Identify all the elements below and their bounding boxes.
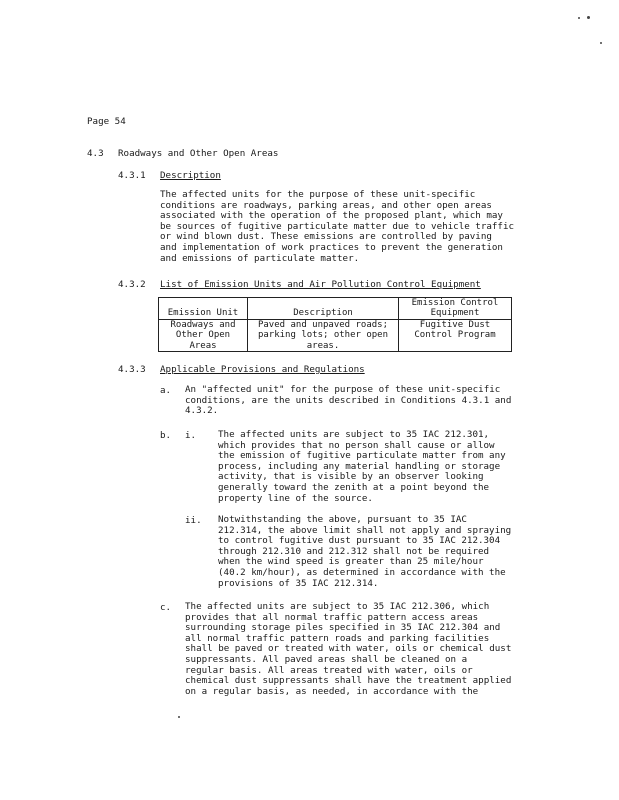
text-line: when the wind speed is greater than 25 mile/hour bbox=[218, 556, 484, 568]
header-emission-unit bbox=[159, 298, 248, 320]
text-line: provides that all normal traffic pattern access areas bbox=[185, 611, 479, 623]
text-line: regular basis. All areas treated with water, oils or bbox=[185, 664, 473, 676]
text-line: 4.3.2. bbox=[185, 405, 219, 417]
emission-units-table bbox=[158, 297, 512, 352]
text-line: The affected units are subject to 35 IAC 212.301, bbox=[218, 429, 490, 440]
text-line: (40.2 km/hour), as determined in accordance with the bbox=[218, 566, 506, 578]
text-line: the emission of fugitive particulate matter from any bbox=[218, 450, 506, 462]
subsection-title: Applicable Provisions and Regulations bbox=[160, 364, 365, 375]
text-line: process, including any material handling or storage bbox=[218, 460, 501, 472]
header-text: Equipment bbox=[430, 308, 480, 319]
section-title: Roadways and Other Open Areas bbox=[118, 148, 279, 159]
cell-text: Other Open bbox=[175, 330, 231, 341]
cell-text: Fugitive Dust bbox=[419, 319, 491, 330]
text-line: generally toward the zenith at a point beyond the bbox=[218, 481, 490, 493]
text-line: and implementation of work practices to prevent the generation bbox=[160, 241, 503, 253]
text-line: Notwithstanding the above, pursuant to 35 IAC bbox=[218, 514, 467, 525]
cell-text: parking lots; other open bbox=[257, 330, 389, 341]
scan-speck bbox=[178, 716, 180, 718]
text-line: conditions are roadways, parking areas, and other open areas bbox=[160, 199, 492, 211]
cell-text: Control Program bbox=[414, 330, 496, 341]
text-line: property line of the source. bbox=[218, 492, 373, 504]
header-text: Emission Control bbox=[411, 298, 499, 308]
text-line: to control fugitive dust pursuant to 35 IAC 212.304 bbox=[218, 535, 501, 547]
subsection-number: 4.3.2 bbox=[118, 279, 146, 290]
header-description bbox=[248, 298, 399, 320]
text-line: and emissions of particulate matter. bbox=[160, 252, 360, 264]
item-a-paragraph bbox=[185, 385, 511, 417]
text-line: all normal traffic pattern roads and parking facilities bbox=[185, 632, 490, 644]
text-line: activity, that is visible by an observer looking bbox=[218, 471, 484, 483]
text-line: be sources of fugitive particulate matter due to vehicle traffic bbox=[160, 220, 515, 232]
text-line: on a regular basis, as needed, in accordance with the bbox=[185, 685, 479, 697]
text-line: shall be paved or treated with water, oils or chemical dust bbox=[185, 643, 512, 655]
header-text: Description bbox=[293, 308, 353, 319]
item-label-a: a. bbox=[160, 385, 172, 396]
text-line: provisions of 35 IAC 212.314. bbox=[218, 577, 379, 589]
description-paragraph bbox=[160, 190, 514, 264]
scan-speck bbox=[587, 16, 590, 19]
scan-speck bbox=[600, 42, 602, 44]
item-label-b-ii: ii. bbox=[185, 515, 202, 526]
text-line: chemical dust suppressants shall have the treatment applied bbox=[185, 675, 512, 687]
subsection-number: 4.3.3 bbox=[118, 364, 146, 375]
subsection-title: List of Emission Units and Air Pollution Control Equipment bbox=[160, 279, 481, 290]
cell-control-equipment bbox=[399, 319, 512, 351]
text-line: which provides that no person shall cause or allow bbox=[218, 439, 495, 451]
cell-text: Roadways and bbox=[170, 319, 236, 330]
item-label-c: c. bbox=[160, 602, 172, 613]
subsection-number: 4.3.1 bbox=[118, 170, 146, 181]
text-line: conditions, are the units described in Conditions 4.3.1 and bbox=[185, 394, 512, 406]
text-line: An "affected unit" for the purpose of these unit-specific bbox=[185, 384, 501, 395]
cell-text: Paved and unpaved roads; bbox=[257, 319, 389, 330]
header-text: Emission Unit bbox=[167, 308, 239, 319]
page-number: Page 54 bbox=[87, 116, 126, 127]
section-number: 4.3 bbox=[87, 148, 104, 159]
text-line: suppressants. All paved areas shall be cleaned on a bbox=[185, 653, 468, 665]
table-row bbox=[159, 319, 512, 351]
table-header-row bbox=[159, 298, 512, 320]
item-c-paragraph bbox=[185, 602, 511, 697]
cell-emission-unit bbox=[159, 319, 248, 351]
cell-description bbox=[248, 319, 399, 351]
text-line: associated with the operation of the proposed plant, which may bbox=[160, 210, 503, 222]
text-line: through 212.310 and 212.312 shall not be required bbox=[218, 545, 490, 557]
header-control-equipment bbox=[399, 298, 512, 320]
text-line: or wind blown dust. These emissions are controlled by paving bbox=[160, 231, 492, 243]
item-label-b-i: i. bbox=[185, 430, 197, 441]
scan-speck bbox=[578, 17, 580, 19]
cell-text: areas. bbox=[306, 340, 340, 351]
subsection-title: Description bbox=[160, 170, 221, 181]
text-line: The affected units are subject to 35 IAC 212.306, which bbox=[185, 601, 490, 612]
text-line: surrounding storage piles specified in 35 IAC 212.304 and bbox=[185, 622, 501, 634]
text-line: 212.314, the above limit shall not apply and spraying bbox=[218, 524, 512, 536]
item-label-b: b. bbox=[160, 430, 172, 441]
item-b-ii-paragraph bbox=[218, 515, 511, 589]
item-b-i-paragraph bbox=[218, 430, 506, 504]
text-line: The affected units for the purpose of these unit-specific bbox=[160, 189, 476, 200]
cell-text: Areas bbox=[189, 340, 217, 351]
